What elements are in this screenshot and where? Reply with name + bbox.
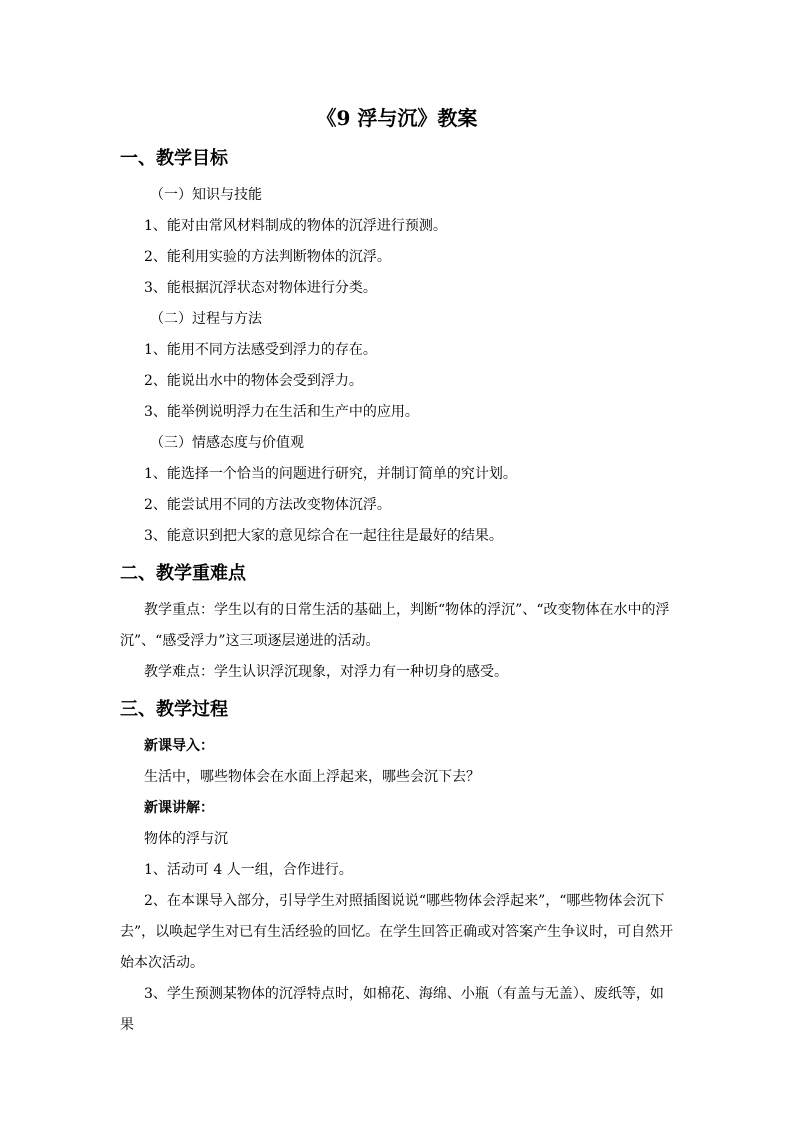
- list-item: 3、能意识到把大家的意见综合在一起往往是最好的结果。: [144, 528, 503, 544]
- list-item: 3、能根据沉浮状态对物体进行分类。: [144, 280, 377, 296]
- lecture-label: 新课讲解：: [144, 800, 214, 816]
- list-item: 2、能尝试用不同的方法改变物体沉浮。: [144, 497, 391, 513]
- list-item: 3、学生预测某物体的沉浮特点时，如棉花、海绵、小瓶（有盖与无盖）、废纸等，如果: [120, 986, 664, 1033]
- document-title: 《9 浮与沉》教案: [316, 106, 478, 130]
- list-item: 1、能对由常风材料制成的物体的沉浮进行预测。: [144, 218, 447, 234]
- lecture-topic: 物体的浮与沉: [144, 831, 228, 847]
- section-heading-objectives: 一、教学目标: [120, 148, 228, 169]
- key-point-paragraph: 教学重点：学生以有的日常生活的基础上，判断“物体的浮沉”、“改变物体在水中的浮沉”、“感受浮力”这三项逐层递进的活动。: [120, 602, 670, 649]
- list-item: 2、能说出水中的物体会受到浮力。: [144, 373, 363, 389]
- list-item: 1、活动可 4 人一组，合作进行。: [144, 862, 353, 878]
- subheading-attitude: （三）情感态度与价值观: [150, 435, 304, 451]
- intro-text: 生活中，哪些物体会在水面上浮起来，哪些会沉下去？: [144, 769, 480, 785]
- list-item: 3、能举例说明浮力在生活和生产中的应用。: [144, 404, 419, 420]
- subheading-process: （二）过程与方法: [150, 311, 262, 327]
- list-item: 2、在本课导入部分，引导学生对照插图说说“哪些物体会浮起来”，“哪些物体会沉下去”，以唤起学生对已有生活经验的回忆。在学生回答正确或对答案产生争议时，可自然开始本次活动。: [120, 893, 674, 971]
- subheading-knowledge: （一）知识与技能: [150, 187, 262, 203]
- section-heading-key-points: 二、教学重难点: [120, 563, 246, 584]
- difficult-point-paragraph: 教学难点：学生认识浮沉现象，对浮力有一种切身的感受。: [144, 664, 508, 680]
- section-heading-process: 三、教学过程: [120, 699, 228, 720]
- list-item: 1、能用不同方法感受到浮力的存在。: [144, 342, 377, 358]
- list-item: 1、能选择一个恰当的问题进行研究，并制订简单的究计划。: [144, 466, 517, 482]
- list-item: 2、能利用实验的方法判断物体的沉浮。: [144, 249, 391, 265]
- intro-label: 新课导入：: [144, 738, 214, 754]
